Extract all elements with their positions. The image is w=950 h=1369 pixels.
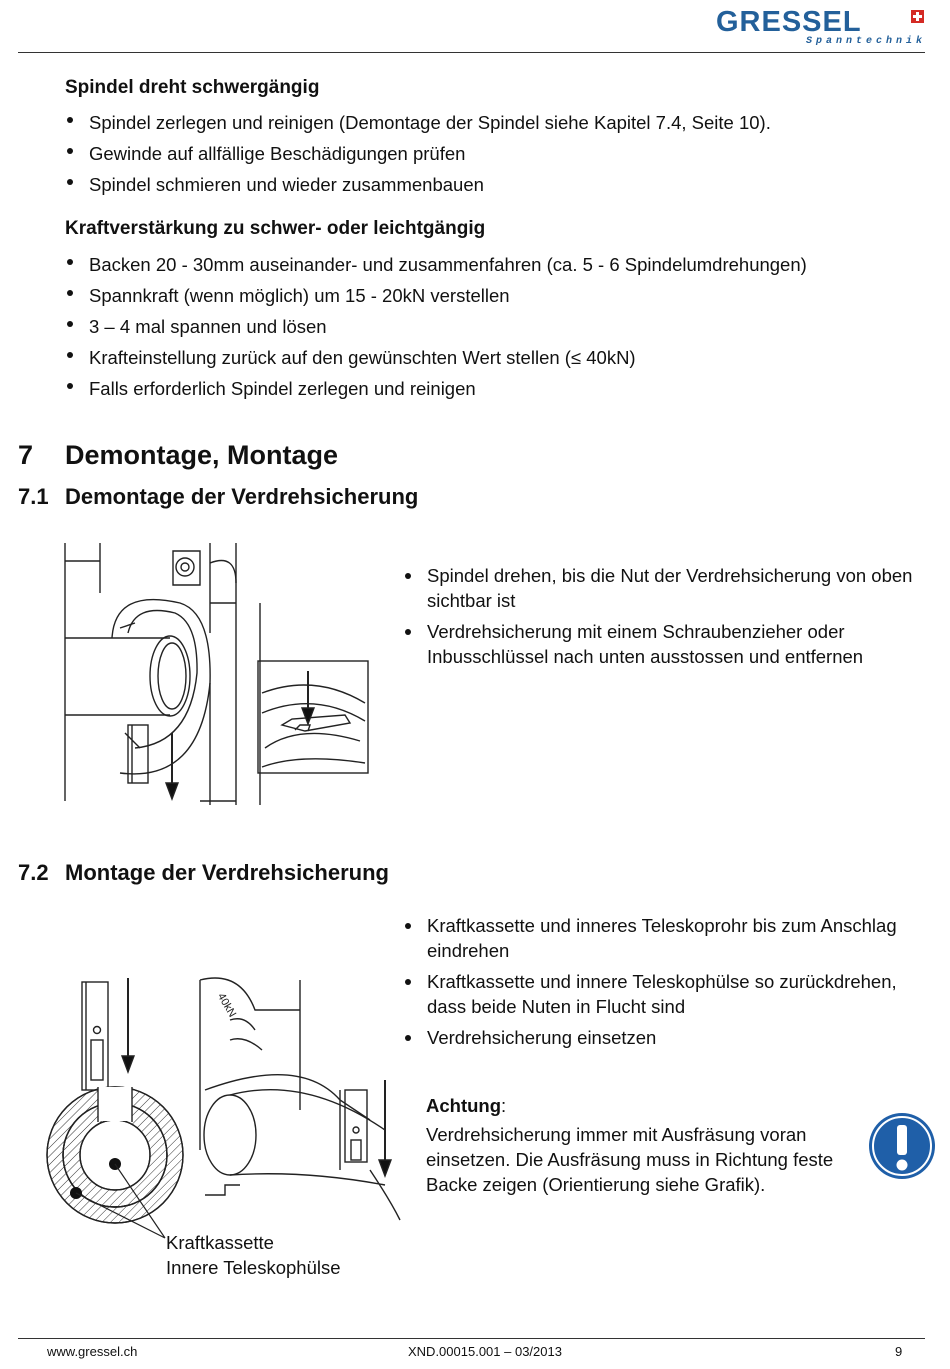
section-7-2-heading [18,860,389,886]
section-title: Demontage der Verdrehsicherung [65,484,419,509]
chapter-title: Demontage, Montage [65,440,339,470]
brand-logo [716,6,926,52]
list-item: Verdrehsicherung einsetzen [403,1025,913,1050]
list-item: Spindel zerlegen und reinigen (Demontage der Spindel siehe Kapitel 7.4, Seite 10). [65,107,771,138]
list-spindel [65,107,771,200]
exclamation-warning-icon [868,1112,936,1180]
list-7-2 [403,913,913,1050]
footer-website: www.gressel.ch [47,1344,138,1359]
swiss-cross-icon [911,10,924,23]
list-item: Falls erforderlich Spindel zerlegen und reinigen [65,373,807,404]
spindle-disassembly-illustration [60,543,372,805]
attention-label: Achtung [426,1095,502,1116]
list-7-1 [403,563,913,669]
list-item: Gewinde auf allfällige Beschädigungen prüfen [65,138,771,169]
section-7-1-heading [18,484,418,510]
footer-page-number: 9 [895,1344,903,1359]
footer-doc-id: XND.00015.001 – 03/2013 [408,1344,562,1359]
brand-name: GRESSEL [716,6,862,38]
brand-tagline: Spanntechnik [806,36,927,47]
callout-innere-teleskophuelse: Innere Teleskophülse [166,1257,341,1278]
list-item: Spindel drehen, bis die Nut der Verdrehsicherung von oben sichtbar ist [403,563,913,613]
list-item: Backen 20 - 30mm auseinander- und zusammenfahren (ca. 5 - 6 Spindelumdrehungen) [65,249,807,280]
attention-text: Verdrehsicherung immer mit Ausfräsung voran einsetzen. Die Ausfräsung muss in Richtung feste Backe zeigen (Orientierung siehe Grafik). [426,1124,834,1195]
spindle-assembly-illustration [40,970,402,1240]
subheading-spindel: Spindel dreht schwergängig [65,77,320,98]
list-kraftverstaerkung [65,249,807,404]
list-item: Kraftkassette und innere Teleskophülse so zurückdrehen, dass beide Nuten in Flucht sind [403,969,913,1019]
section-title: Montage der Verdrehsicherung [65,860,389,885]
chapter-heading [18,440,338,471]
section-number: 7.2 [18,860,49,885]
dial-label: 40kN [214,991,239,1020]
list-item: Verdrehsicherung mit einem Schraubenzieher oder Inbusschlüssel nach unten ausstossen und entfernen [403,619,913,669]
list-item: Spindel schmieren und wieder zusammenbauen [65,169,771,200]
list-item: 3 – 4 mal spannen und lösen [65,311,807,342]
attention-block [426,1093,856,1197]
list-item: Kraftkassette und inneres Teleskoprohr bis zum Anschlag eindrehen [403,913,913,963]
section-number: 7.1 [18,484,49,509]
attention-colon: : [501,1095,507,1116]
chapter-number: 7 [18,440,34,470]
footer-divider [18,1338,925,1339]
list-item: Krafteinstellung zurück auf den gewünschten Wert stellen (≤ 40kN) [65,342,807,373]
subheading-kraftverstaerkung: Kraftverstärkung zu schwer- oder leichtgängig [65,218,486,239]
callout-kraftkassette: Kraftkassette [166,1232,274,1253]
list-item: Spannkraft (wenn möglich) um 15 - 20kN verstellen [65,280,807,311]
header-divider [18,52,925,53]
